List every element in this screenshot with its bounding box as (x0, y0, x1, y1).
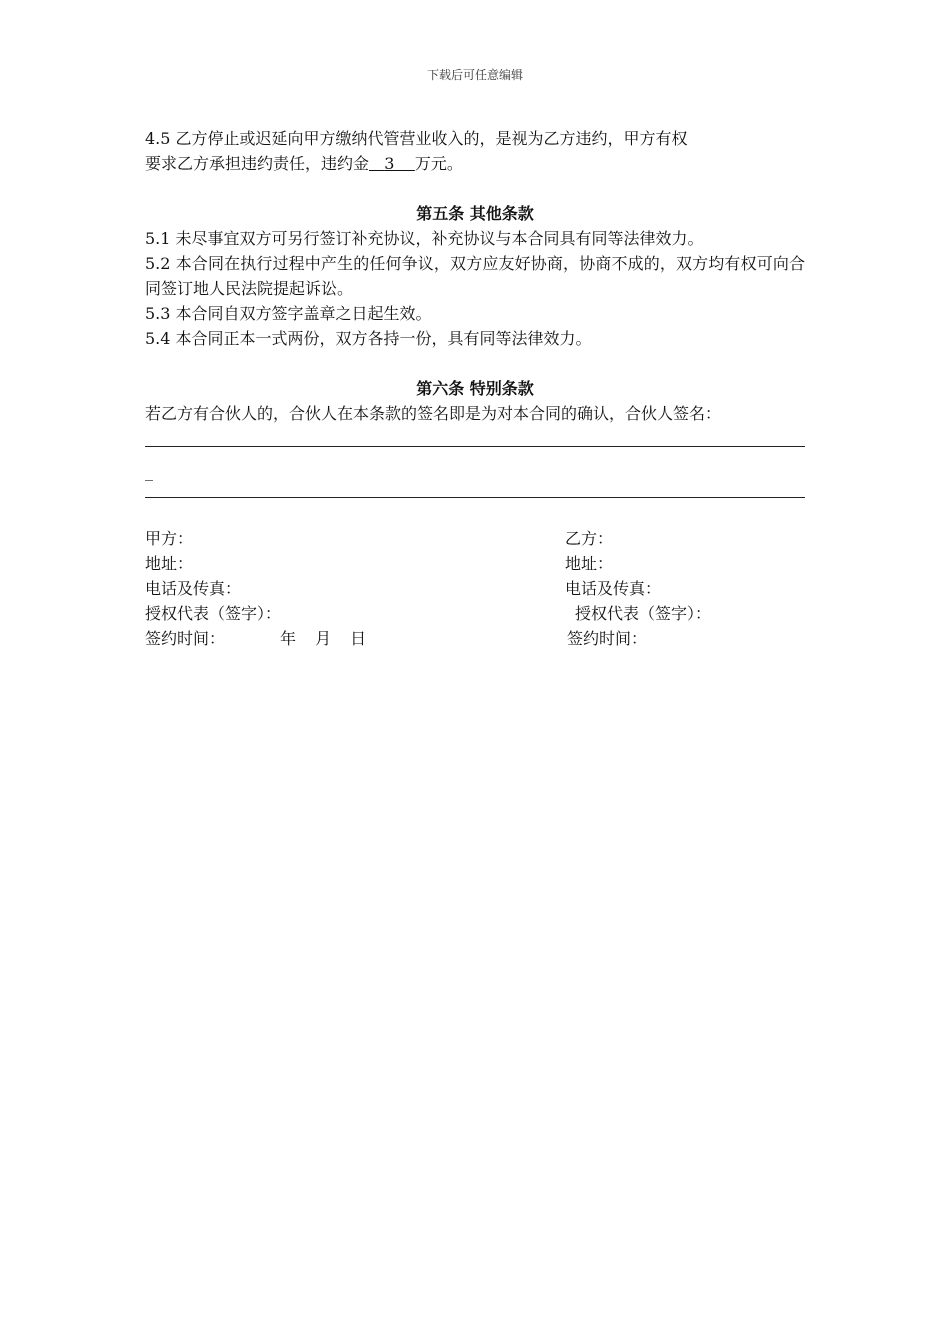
party-a-representative: 授权代表（签字）： (145, 604, 282, 623)
section-5-title: 第五条 其他条款 (416, 204, 534, 223)
clause-5-1: 5.1 未尽事宜双方可另行签订补充协议，补充协议与本合同具有同等法律效力。 (145, 229, 704, 248)
section-6-title: 第六条 特别条款 (416, 379, 534, 398)
page-header: 下载后可任意编辑 (426, 68, 523, 82)
clause-5-4: 5.4 本合同正本一式两份，双方各持一份，具有同等法律效力。 (145, 329, 592, 348)
clause-5-3: 5.3 本合同自双方签字盖章之日起生效。 (145, 304, 432, 323)
party-a-phone-fax: 电话及传真： (145, 579, 242, 598)
party-b-label: 乙方： (565, 529, 614, 548)
clause-4-5-suffix: 万元。 (414, 154, 463, 173)
party-a-label: 甲方： (145, 529, 194, 548)
clause-4-5-line2 (145, 151, 805, 176)
document-body (145, 126, 805, 651)
signature-dash: _ (145, 462, 153, 481)
party-b-representative: 授权代表（签字）： (575, 604, 712, 623)
section-6-text: 若乙方有合伙人的，合伙人在本条款的签名即是为对本合同的确认，合伙人签名： (145, 404, 722, 423)
clause-4-5-prefix: 要求乙方承担违约责任，违约金 (145, 154, 370, 173)
party-b-sign-date: 签约时间： (567, 629, 648, 648)
party-a-date-units: 年 月 日 (280, 629, 367, 648)
signature-block (145, 526, 805, 651)
clause-5-2: 5.2 本合同在执行过程中产生的任何争议，双方应友好协商，协商不成的，双方均有权可向合同签订地人民法院提起诉讼。 (145, 254, 805, 298)
party-a-sign-date: 签约时间： (145, 629, 226, 648)
party-b-address: 地址： (565, 554, 614, 573)
partner-signature-line-2 (145, 497, 805, 498)
penalty-amount: 3 (384, 154, 395, 173)
clause-4-5-line1: 4.5 乙方停止或迟延向甲方缴纳代管营业收入的，是视为乙方违约，甲方有权 (145, 129, 688, 148)
party-b-phone-fax: 电话及传真： (565, 579, 662, 598)
party-a-address: 地址： (145, 554, 194, 573)
